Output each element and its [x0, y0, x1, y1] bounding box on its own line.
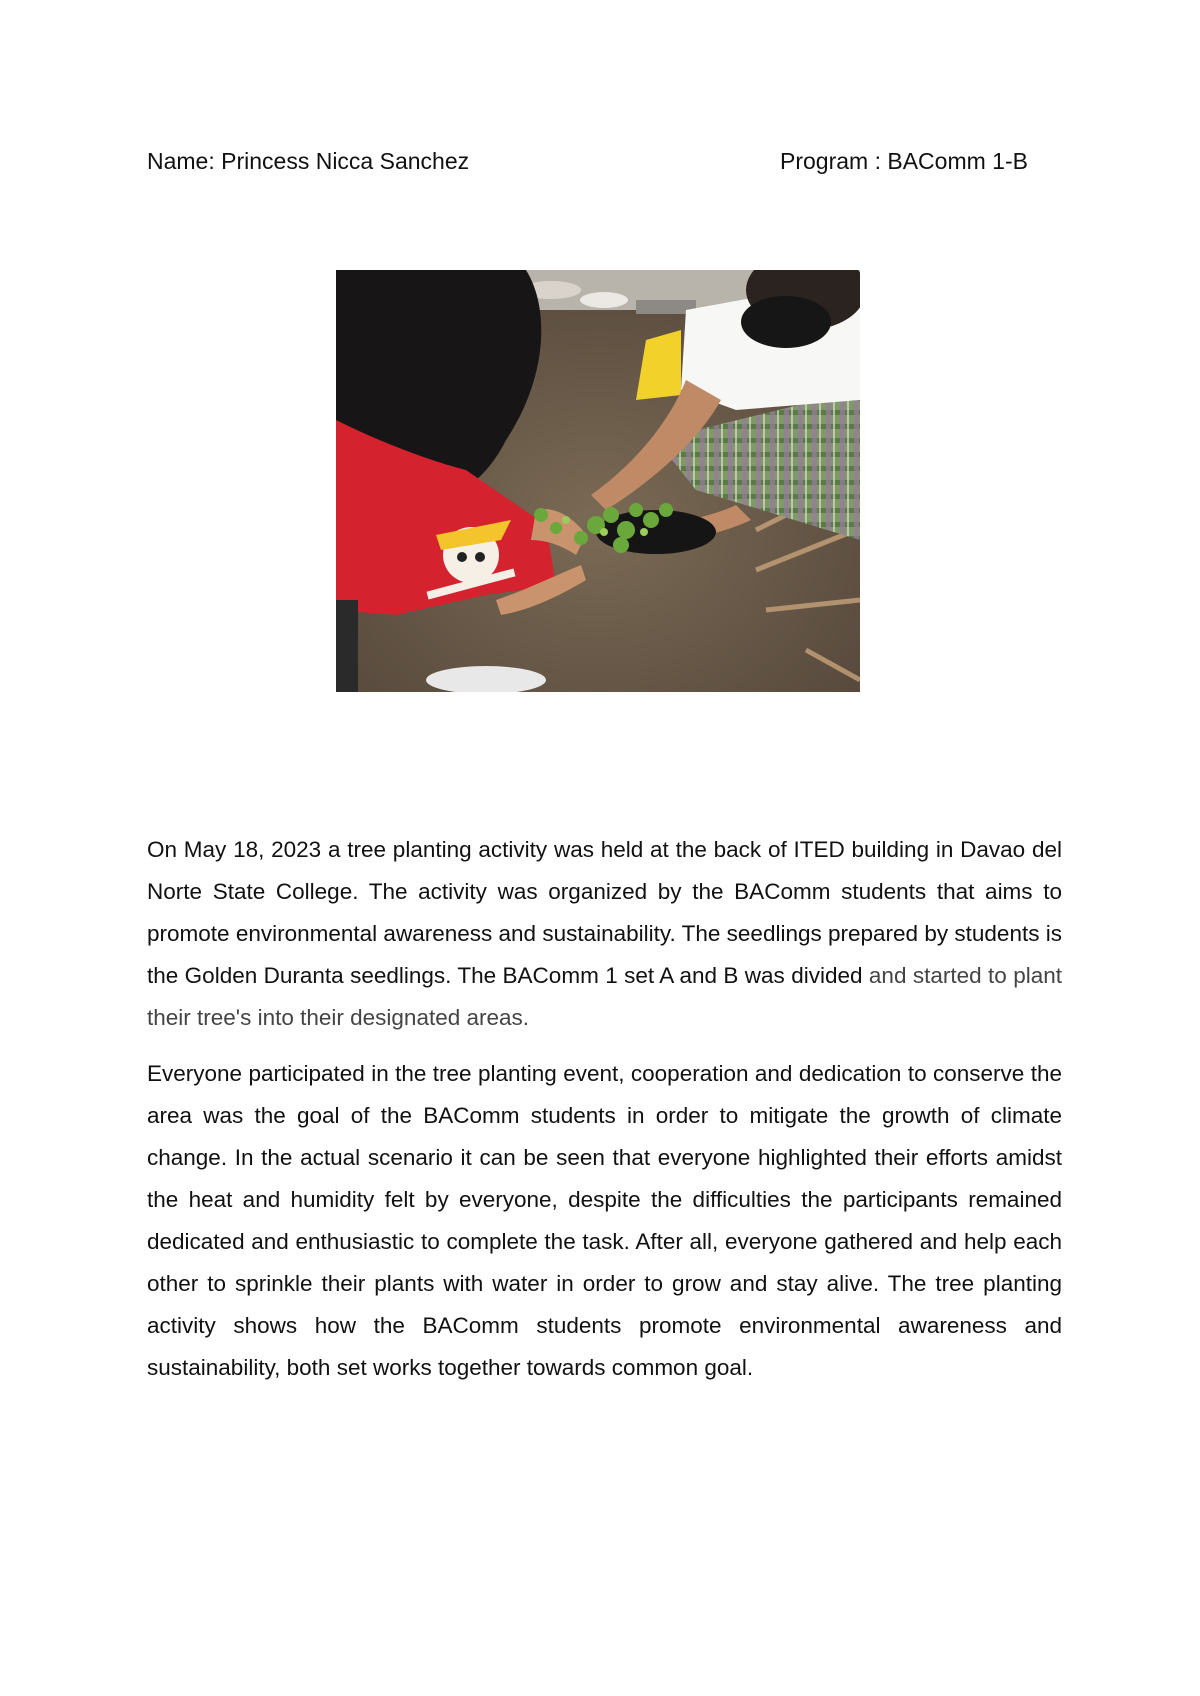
paragraph-1-main: On May 18, 2023 a tree planting activity was held at the back of ITED building in Davao del Norte State College. The activity was organized by the BAComm students that aims to promote environmental awareness and sustainability. The seedlings prepared by students is the Golden Duranta seedlings. The BAComm 1 set A and B was divided [147, 837, 1062, 988]
tree-planting-photo [336, 270, 860, 692]
header-row [147, 146, 1040, 176]
face-mask [741, 296, 831, 348]
paragraph-1 [147, 829, 1062, 1039]
report-body [147, 829, 1062, 1389]
student-name: Name: Princess Nicca Sanchez [147, 148, 470, 174]
paragraph-1-tail: and started to plant their tree's into their designated areas. [147, 963, 1062, 1030]
program-label: Program : BAComm 1-B [780, 148, 1028, 174]
paragraph-2: Everyone participated in the tree planting event, cooperation and dedication to conserve the area was the goal of the BAComm students in order to mitigate the growth of climate change. In the actual scenario it can be seen that everyone highlighted their efforts amidst the heat and humidity felt by everyone, despite the difficulties the participants remained dedicated and enthusiastic to complete the task. After all, everyone gathered and help each other to sprinkle their plants with water in order to grow and stay alive. The tree planting activity shows how the BAComm students promote environmental awareness and sustainability, both set works together towards common goal. [147, 1061, 1062, 1380]
photo-illustration [336, 270, 860, 692]
